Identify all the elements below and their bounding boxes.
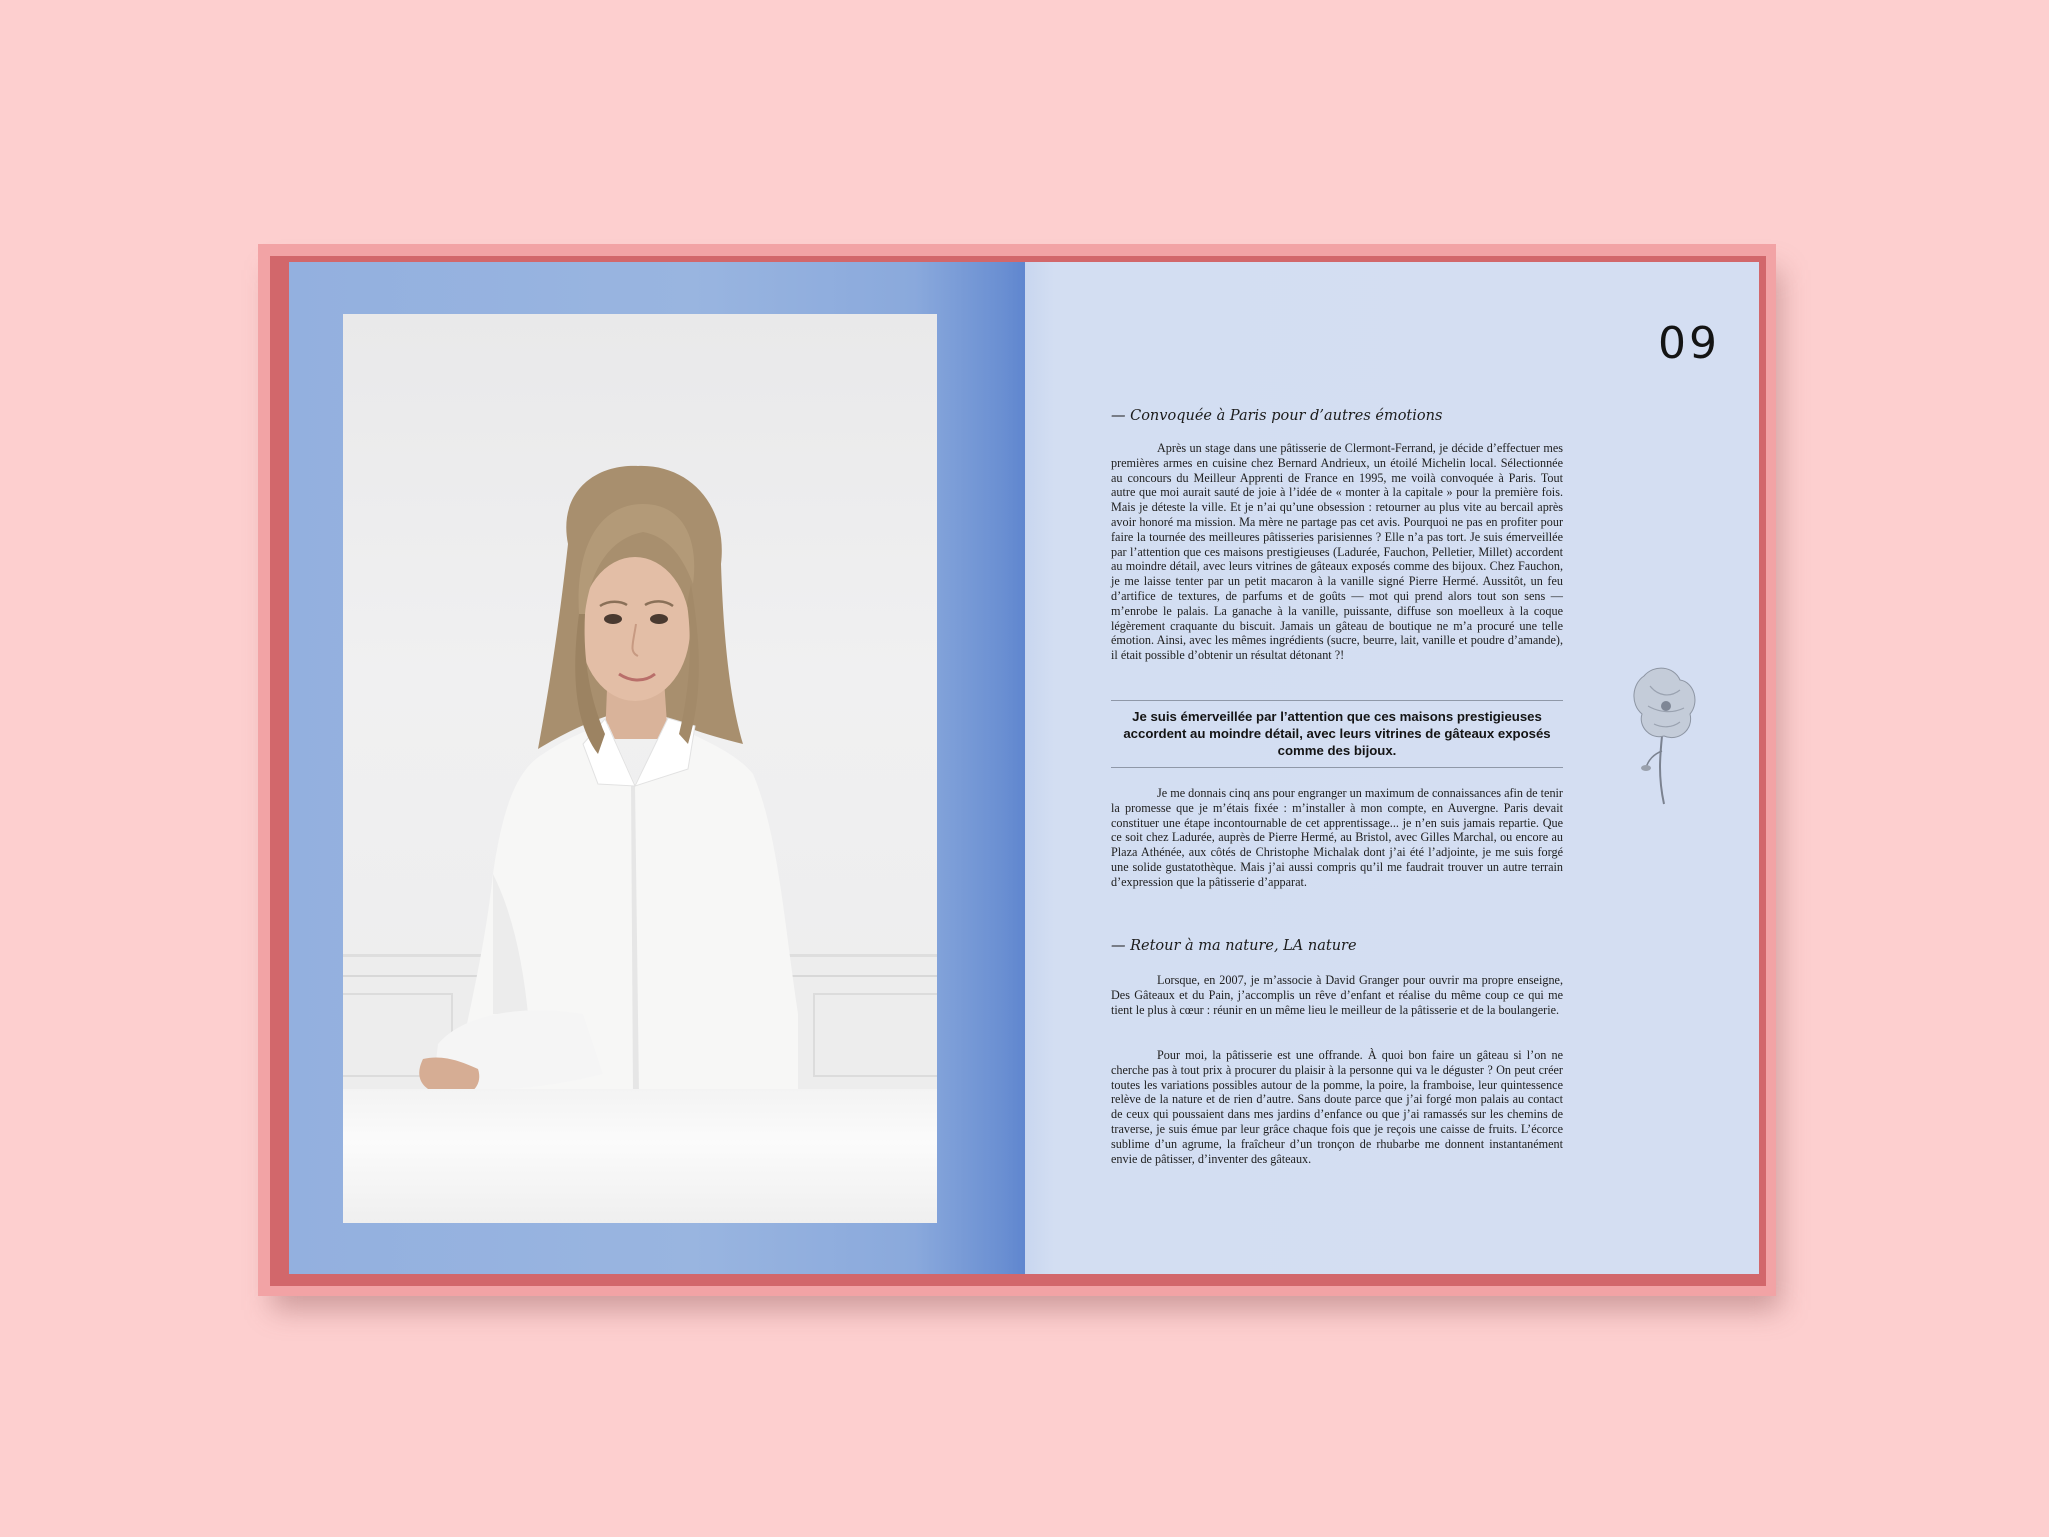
page-number: 09 [1658,318,1720,369]
section-heading-1: — Convoquée à Paris pour d’autres émotions [1111,408,1443,424]
tablecloth [343,1089,937,1223]
body-paragraph-1: Après un stage dans une pâtisserie de Clermont-Ferrand, je décide d’effectuer mes premières armes en cuisine chez Bernard Andrieux, un étoilé Michelin local. Sélectionnée au concours du Meilleur Apprenti de France en 1995, me voilà convoquée à Paris. Tout autre que moi aurait sauté de joie à l’idée de « monter à la capitale » pour la première fois. Mais je déteste la ville. Et je n’ai qu’une obsession : retourner au plus vite au bercail après avoir honoré ma mission. Ma mère ne partage pas cet avis. Pourquoi ne pas en profiter pour faire la tournée des meilleures pâtisseries parisiennes ? Elle n’a pas tort. Je suis émerveillée par l’attention que ces maisons prestigieuses (Ladurée, Fauchon, Pelletier, Millet) accordent au moindre détail, avec leurs vitrines de gâteaux exposés comme des bijoux. Chez Fauchon, je me laisse tenter par un petit macaron à la vanille signé Pierre Hermé. Aussitôt, un feu d’artifice de textures, de parfums et de goûts — mot qui prend alors tout son sens — m’enrobe le palais. La ganache à la vanille, puissante, diffuse son moelleux à la coque légèrement craquante du biscuit. Jamais un gâteau de boutique ne m’a procuré une telle émotion. Ainsi, avec les mêmes ingrédients (sucre, beurre, lait, vanille et poudre d’amande), il était possible d’obtenir un résultat détonant ?! [1111,441,1563,663]
section-heading-2: — Retour à ma nature, LA nature [1111,938,1357,954]
body-paragraph-3: Lorsque, en 2007, je m’associe à David Granger pour ouvrir ma propre enseigne, Des Gâteaux et du Pain, j’accomplis un rêve d’enfant et réalise du même coup ce qui me tient le plus à cœur : réunir en un même lieu le meilleur de la pâtisserie et de la boulangerie. [1111,973,1563,1017]
body-paragraph-4: Pour moi, la pâtisserie est une offrande. À quoi bon faire un gâteau si l’on ne cherche pas à tout prix à procurer du plaisir à la personne qui va le déguster ? On peut créer toutes les variations possibles autour de la pomme, la poire, la framboise, leur quintessence relève de la nature et de rien d’autre. Sans doute parce que j’ai forgé mon palais au contact de ceux qui poussaient dans mes jardins d’enfance ou que j’ai ramassés sur les chemins de traverse, je suis émue par leur grâce chaque fois que je reçois une caisse de fruits. L’écorce sublime d’un agrume, la fraîcheur d’un tronçon de rhubarbe me donnent instantanément envie de pâtisser, d’inventer des gâteaux. [1111,1048,1563,1166]
flower-illustration-icon [1624,656,1704,806]
portrait-photo [343,314,937,1223]
body-paragraph-2: Je me donnais cinq ans pour engranger un maximum de connaissances afin de tenir la promesse que je m’étais fixée : m’installer à mon compte, en Auvergne. Paris devait constituer une étape incontournable de cet apprentissage... je n’en suis jamais repartie. Que ce soit chez Ladurée, auprès de Pierre Hermé, au Bristol, avec Gilles Marchal, ou encore au Plaza Athénée, aux côtés de Christophe Michalak dont j’ai été l’adjointe, je me suis forgé une solide gustatothèque. Mais j’ai aussi compris qu’il me faudrait trouver un autre terrain d’expression que la pâtisserie d’apparat. [1111,786,1563,889]
pull-quote-top-rule [1111,700,1563,701]
pull-quote-bottom-rule [1111,767,1563,768]
pull-quote: Je suis émerveillée par l’attention que ces maisons prestigieuses accordent au moindre détail, avec leurs vitrines de gâteaux exposés comme des bijoux. [1123,709,1551,758]
portrait-figure [343,314,937,1223]
